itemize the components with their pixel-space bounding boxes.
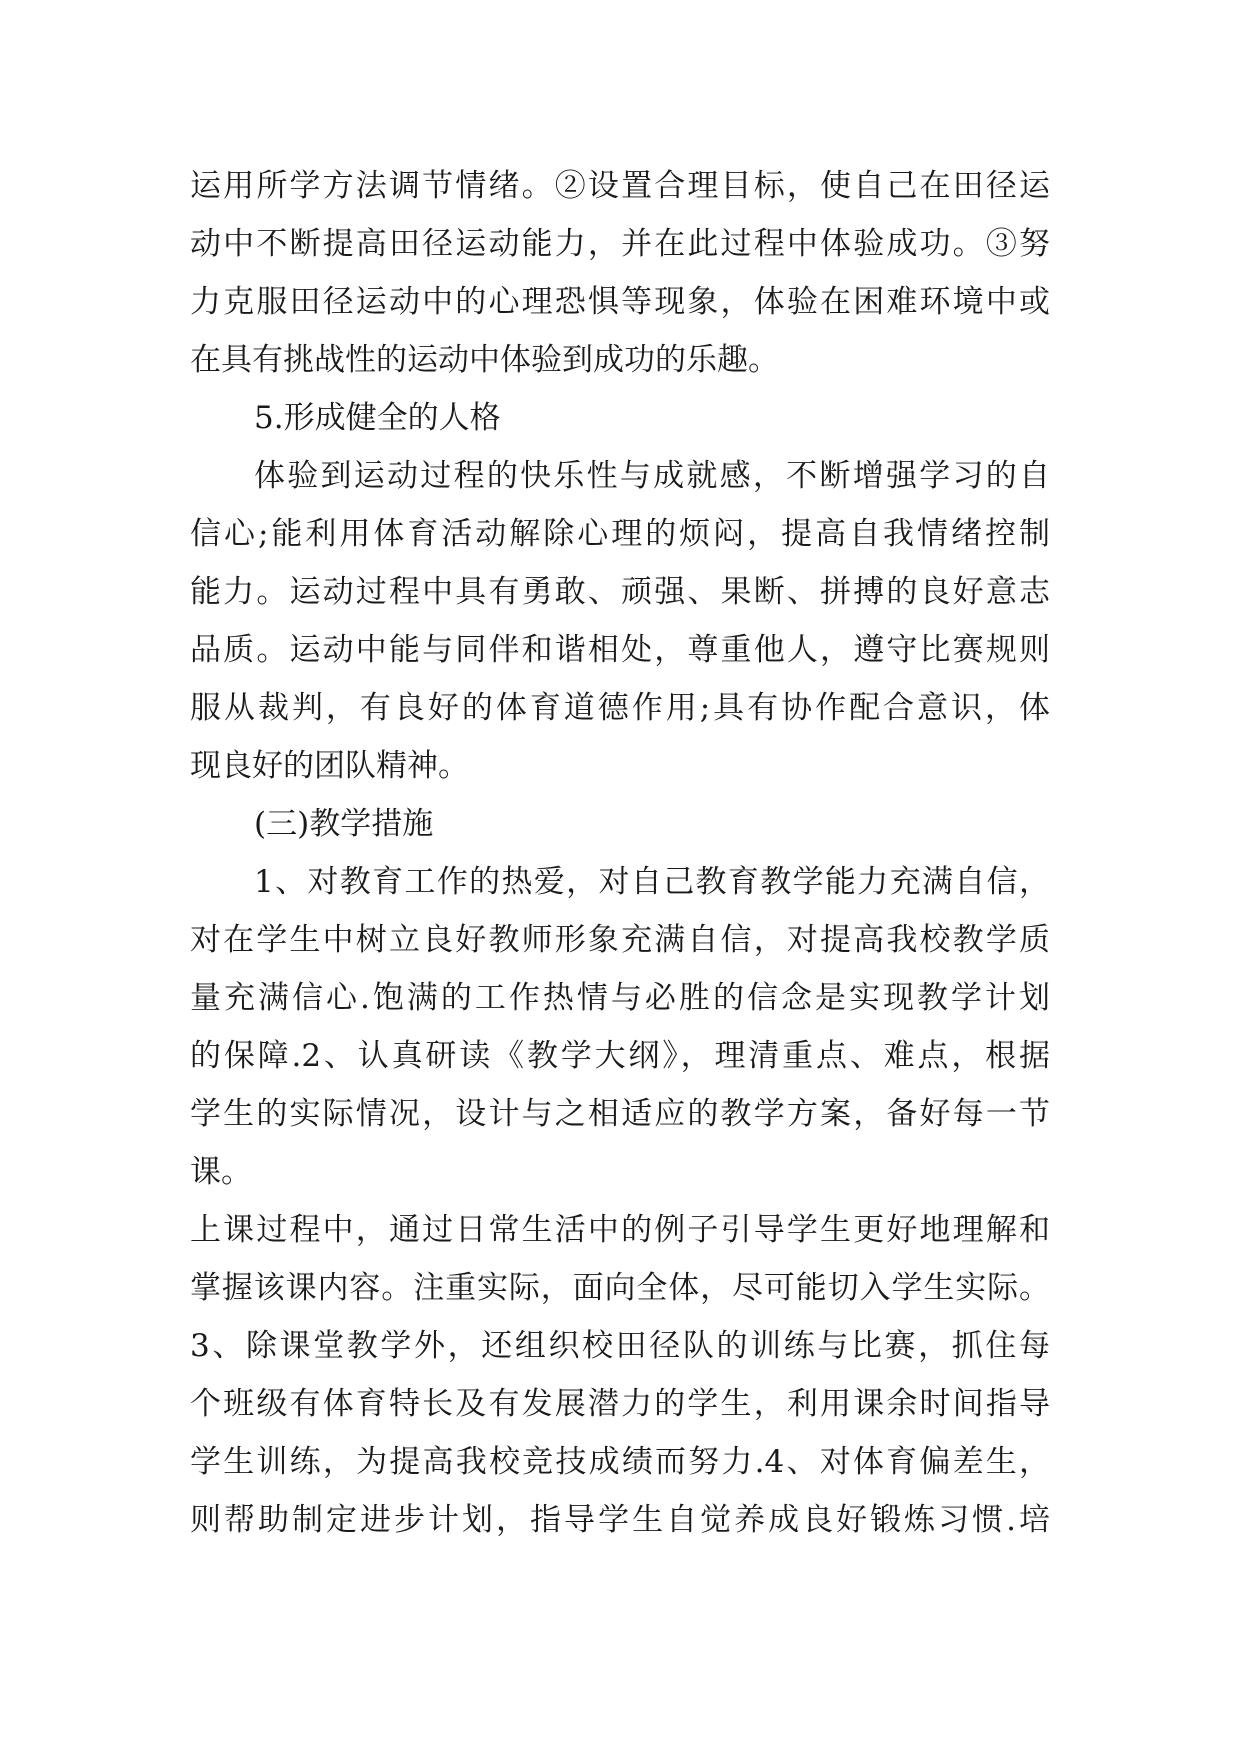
body-text-line: 力克服田径运动中的心理恐惧等现象，体验在困难环境中或 [190, 284, 1050, 320]
body-text-line: 的保障.2、认真研读《教学大纲》，理清重点、难点，根据 [190, 1038, 1050, 1074]
body-text-line: 能力。运动过程中具有勇敢、顽强、果断、拼搏的良好意志 [190, 574, 1050, 610]
body-text-line: 1、对教育工作的热爱，对自己教育教学能力充满自信， [254, 864, 1050, 900]
body-text-line: 学生的实际情况，设计与之相适应的教学方案，备好每一节 [190, 1096, 1050, 1132]
body-text-line: 个班级有体育特长及有发展潜力的学生，利用课余时间指导 [190, 1386, 1050, 1422]
body-text-line: 信心;能利用体育活动解除心理的烦闷，提高自我情绪控制 [190, 516, 1050, 552]
body-text-line: 品质。运动中能与同伴和谐相处，尊重他人，遵守比赛规则 [190, 632, 1050, 668]
body-text-line: 在具有挑战性的运动中体验到成功的乐趣。 [190, 342, 779, 378]
section-heading: 5.形成健全的人格 [254, 400, 501, 436]
body-text-line: 掌握该课内容。注重实际，面向全体，尽可能切入学生实际。 [190, 1270, 1050, 1306]
body-text-line: 学生训练，为提高我校竞技成绩而努力.4、对体育偏差生， [190, 1444, 1050, 1480]
body-text-line: 动中不断提高田径运动能力，并在此过程中体验成功。③努 [190, 226, 1050, 262]
body-text-line: 体验到运动过程的快乐性与成就感，不断增强学习的自 [254, 458, 1050, 494]
body-text-line: 则帮助制定进步计划，指导学生自觉养成良好锻炼习惯.培 [190, 1502, 1050, 1538]
body-text-line: 3、除课堂教学外，还组织校田径队的训练与比赛，抓住每 [190, 1328, 1050, 1364]
body-text-line: 对在学生中树立良好教师形象充满自信，对提高我校教学质 [190, 922, 1050, 958]
body-text-line: 课。 [190, 1154, 252, 1190]
body-text-line: 现良好的团队精神。 [190, 748, 469, 784]
section-heading: (三)教学措施 [254, 806, 434, 842]
body-text-line: 上课过程中，通过日常生活中的例子引导学生更好地理解和 [190, 1212, 1050, 1248]
body-text-line: 量充满信心.饱满的工作热情与必胜的信念是实现教学计划 [190, 980, 1050, 1016]
body-text-line: 服从裁判，有良好的体育道德作用;具有协作配合意识，体 [190, 690, 1050, 726]
body-text-line: 运用所学方法调节情绪。②设置合理目标，使自己在田径运 [190, 168, 1050, 204]
